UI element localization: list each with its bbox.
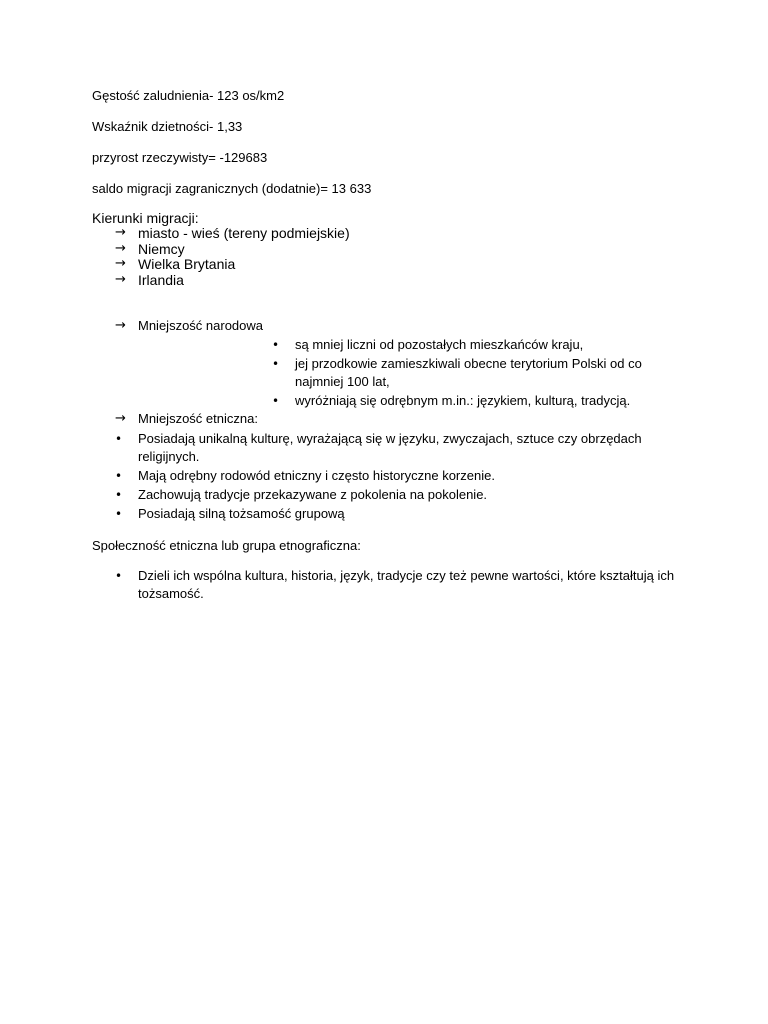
list-item-text: Posiadają silną tożsamość grupową	[138, 506, 345, 521]
bullet-icon: •	[115, 507, 123, 521]
bullet-icon: •	[115, 469, 123, 483]
migration-item-label: Irlandia	[138, 272, 184, 288]
ethnic-community-heading: Społeczność etniczna lub grupa etnograficzna:	[92, 538, 361, 553]
migration-item-label: Wielka Brytania	[138, 256, 236, 272]
national-minority-item	[115, 318, 263, 334]
density-line: Gęstość zaludnienia- 123 os/km2	[92, 88, 285, 103]
bullet-icon: •	[272, 338, 280, 352]
ethnic-minority-item	[115, 411, 258, 427]
bullet-icon: •	[115, 432, 123, 446]
arrow-icon: →	[115, 272, 126, 287]
list-item	[115, 486, 685, 504]
migration-item-label: miasto - wieś (tereny podmiejskie)	[138, 225, 350, 241]
arrow-icon: →	[115, 225, 126, 240]
list-item	[272, 355, 672, 391]
list-item	[115, 505, 685, 523]
migration-item	[115, 225, 350, 241]
migration-item	[115, 256, 235, 272]
migration-item-label: Niemcy	[138, 241, 185, 257]
migration-heading: Kierunki migracji:	[92, 210, 199, 226]
list-item-text: Zachowują tradycje przekazywane z pokolenia na pokolenie.	[138, 487, 488, 502]
arrow-icon: →	[115, 241, 126, 256]
bullet-icon: •	[272, 357, 280, 371]
arrow-icon: →	[115, 318, 126, 333]
migration-balance-line: saldo migracji zagranicznych (dodatnie)= 13 633	[92, 181, 372, 196]
list-item	[115, 567, 685, 603]
ethnic-minority-label: Mniejszość etniczna:	[138, 411, 258, 426]
list-item	[115, 430, 685, 466]
list-item-text: jej przodkowie zamieszkiwali obecne terytorium Polski od co najmniej 100 lat,	[295, 356, 642, 389]
bullet-icon: •	[115, 569, 123, 583]
migration-item	[115, 241, 185, 257]
list-item-text: Dzieli ich wspólna kultura, historia, język, tradycje czy też pewne wartości, które kształtują ich tożsamość.	[138, 568, 675, 601]
list-item	[272, 336, 672, 354]
migration-item	[115, 272, 184, 288]
bullet-icon: •	[115, 488, 123, 502]
list-item	[272, 392, 672, 410]
list-item-text: są mniej liczni od pozostałych mieszkańców kraju,	[295, 337, 584, 352]
list-item	[115, 467, 685, 485]
arrow-icon: →	[115, 256, 126, 271]
list-item-text: wyróżniają się odrębnym m.in.: językiem, kulturą, tradycją.	[295, 393, 631, 408]
growth-line: przyrost rzeczywisty= -129683	[92, 150, 268, 165]
fertility-line: Wskaźnik dzietności- 1,33	[92, 119, 243, 134]
national-minority-label: Mniejszość narodowa	[138, 318, 264, 333]
arrow-icon: →	[115, 411, 126, 426]
list-item-text: Mają odrębny rodowód etniczny i często historyczne korzenie.	[138, 468, 495, 483]
bullet-icon: •	[272, 394, 280, 408]
list-item-text: Posiadają unikalną kulturę, wyrażającą się w języku, zwyczajach, sztuce czy obrzędach religijnych.	[138, 431, 642, 464]
